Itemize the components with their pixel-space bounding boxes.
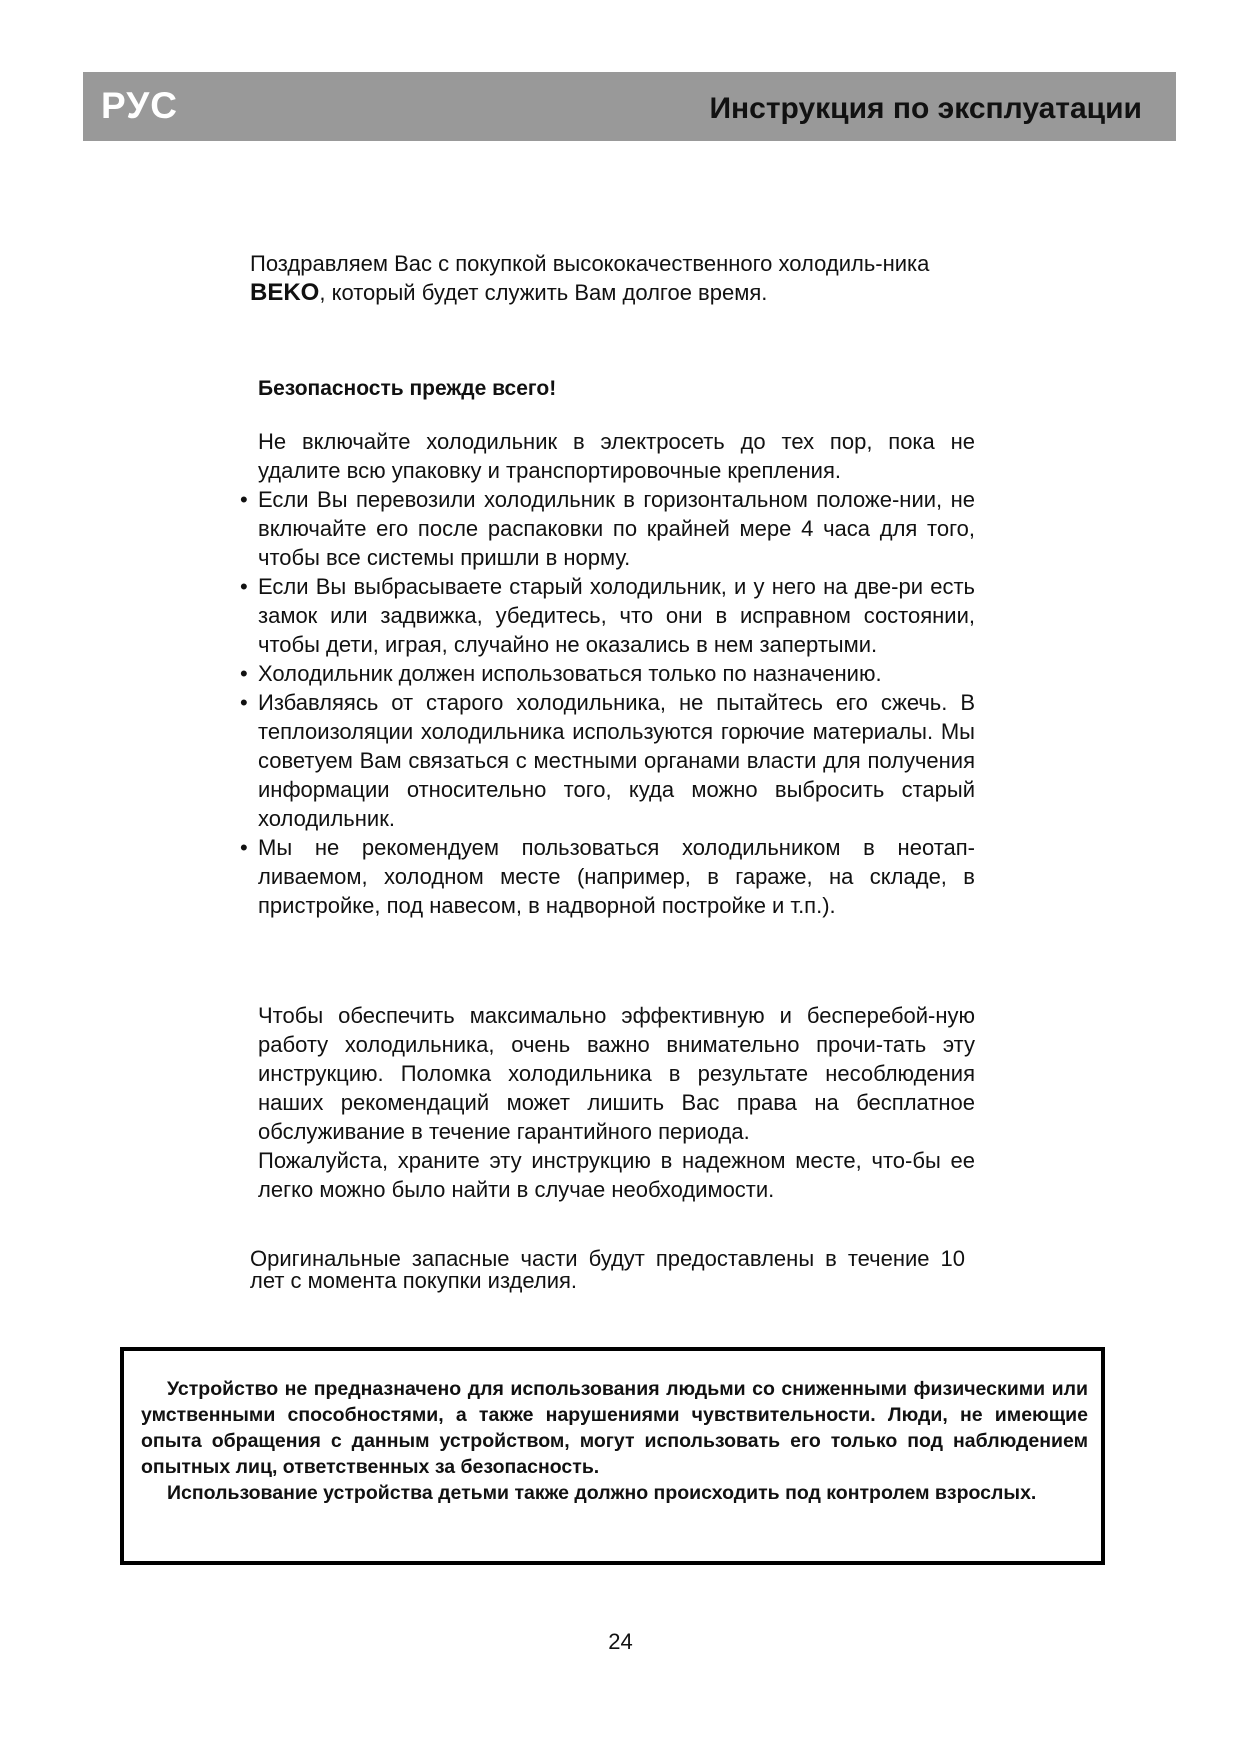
intro-text-end: , который будет служить Вам долгое время.	[319, 280, 768, 305]
list-item	[240, 485, 975, 572]
document-title: Инструкция по эксплуатации	[709, 92, 1142, 125]
closing-section	[258, 1001, 975, 1204]
safety-intro-paragraph: Не включайте холодильник в электросеть до тех пор, пока не удалите всю упаковку и транспортировочные крепления.	[258, 429, 975, 483]
keep-instruction-paragraph: Пожалуйста, храните эту инструкцию в надежном месте, что-бы ее легко можно было найти в случае необходимости.	[258, 1148, 975, 1202]
warning-notice-box	[120, 1347, 1105, 1565]
bullet-icon: •	[240, 835, 248, 860]
list-item-text: Если Вы выбрасываете старый холодильник, и у него на две-ри есть замок или задвижка, убедитесь, что они в исправном состоянии, чтобы дети, играя, случайно не оказались в нем запертыми.	[258, 574, 975, 657]
list-item-text: Мы не рекомендуем пользоваться холодильником в неотап-ливаемом, холодном месте (например, в гараже, на складе, в пристройке, под навесом, в надворной постройке и т.п.).	[258, 835, 975, 918]
list-item-text: Избавляясь от старого холодильника, не пытайтесь его сжечь. В теплоизоляции холодильника используются горючие материалы. Мы советуем Вам связаться с местными органами власти для получения информации относительно того, куда можно выбросить старый холодильник.	[258, 690, 975, 831]
bullet-icon: •	[240, 487, 248, 512]
brand-name: BEKO	[250, 279, 320, 306]
instruction-importance-paragraph: Чтобы обеспечить максимально эффективную и бесперебой-ную работу холодильника, очень важно внимательно прочи-тать эту инструкцию. Поломка холодильника в результате несоблюдения наших рекомендаций может лишить Вас права на бесплатное обслуживание в течение гарантийного периода.	[258, 1003, 975, 1144]
bullet-icon: •	[240, 574, 248, 599]
warning-paragraph-children: Использование устройства детьми также должно происходить под контролем взрослых.	[167, 1482, 1037, 1504]
list-item	[240, 688, 975, 833]
bullet-icon: •	[240, 661, 248, 686]
warning-paragraph-disabilities: Устройство не предназначено для использования людьми со сниженными физическими или умственными способностями, а также нарушениями чувствительности. Люди, не имеющие опыта обращения с данным устройством, могут использовать его только под наблюдением опытных лиц, ответственных за безопасность.	[141, 1378, 1088, 1478]
page-number: 24	[608, 1629, 633, 1654]
list-item-text: Если Вы перевозили холодильник в горизонтальном положе-нии, не включайте его после распаковки по крайней мере 4 часа для того, чтобы все системы пришли в норму.	[258, 487, 975, 570]
safety-heading: Безопасность прежде всего!	[258, 377, 557, 400]
list-item	[240, 833, 975, 920]
list-item	[240, 572, 975, 659]
list-item	[240, 659, 975, 688]
warning-notice-text	[141, 1376, 1088, 1506]
header-bar	[83, 72, 1176, 141]
list-item-text: Холодильник должен использоваться только по назначению.	[258, 661, 882, 686]
bullet-icon: •	[240, 690, 248, 715]
intro-paragraph	[250, 249, 970, 307]
spare-parts-paragraph: Оригинальные запасные части будут предоставлены в течение 10 лет с момента покупки изделия.	[250, 1246, 965, 1293]
intro-text-start: Поздравляем Вас с покупкой высококачественного холодиль-ника	[250, 251, 930, 276]
safety-section	[240, 427, 975, 920]
language-label: РУС	[101, 85, 178, 126]
